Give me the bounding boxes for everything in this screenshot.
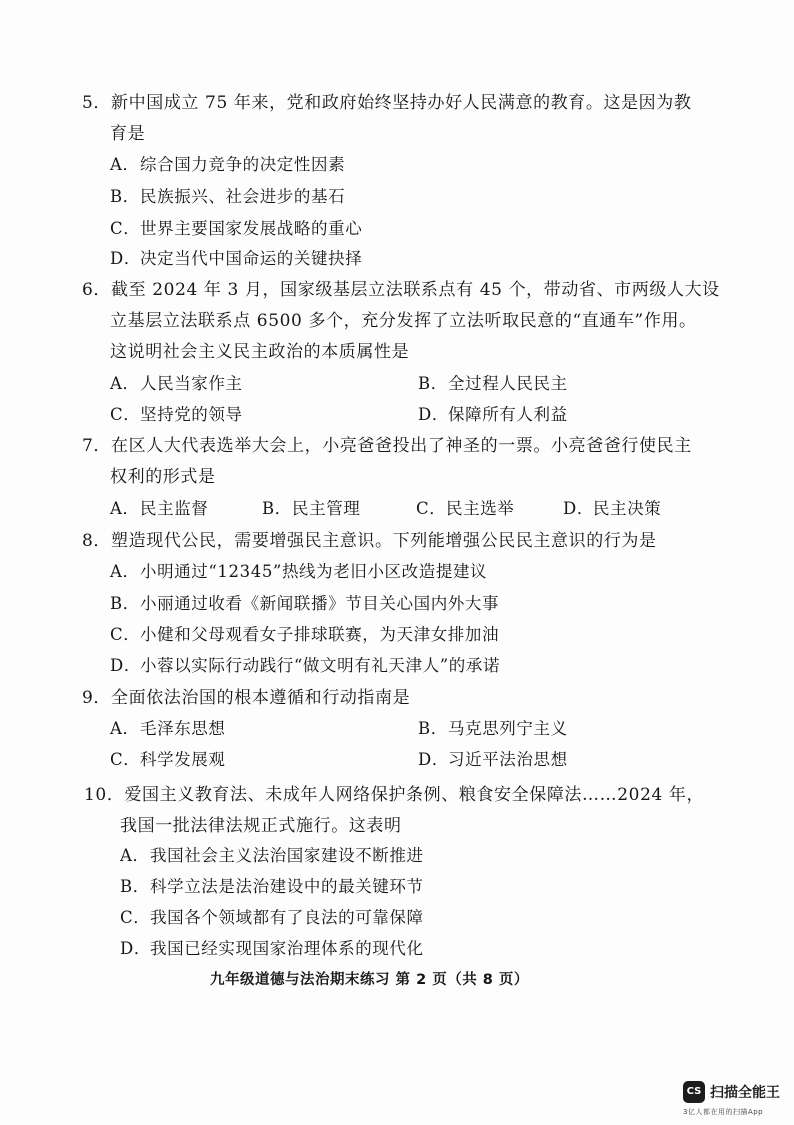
question-stem-line: 6．截至 2024 年 3 月，国家级基层立法联系点有 45 个，带动省、市两级人大设	[82, 275, 682, 306]
option-a: A．人民当家作主	[110, 374, 243, 393]
option-c: C．小健和父母观看女子排球联赛，为天津女排加油	[110, 625, 500, 644]
option-d: D．小蓉以实际行动践行“做文明有礼天津人”的承诺	[110, 656, 501, 675]
option-b: B．小丽通过收看《新闻联播》节目关心国内外大事	[110, 594, 500, 613]
watermark-name: 扫描全能王	[710, 1085, 780, 1101]
page-footer: 九年级道德与法治期末练习 第 2 页（共 8 页）	[210, 972, 529, 988]
option-c: C．科学发展观	[110, 750, 226, 769]
question-stem-line: 9．全面依法治国的根本遵循和行动指南是	[82, 683, 682, 714]
option-a: A．小明通过“12345”热线为老旧小区改造提建议	[110, 562, 488, 581]
question-number: 5．	[82, 93, 112, 113]
option-d: D．决定当代中国命运的关键抉择	[110, 249, 363, 268]
option-a: A．毛泽东思想	[110, 719, 226, 738]
scanner-watermark	[683, 1081, 793, 1121]
option-b: B．科学立法是法治建设中的最关键环节	[120, 877, 424, 896]
option-c: C．我国各个领域都有了良法的可靠保障	[120, 908, 424, 927]
watermark-tagline: 3亿人都在用的扫描App	[683, 1108, 764, 1116]
question-number: 9．	[82, 688, 112, 708]
question-number: 10．	[84, 785, 125, 805]
option-b: B．民主管理	[262, 499, 361, 518]
question-stem-line: 这说明社会主义民主政治的本质属性是	[110, 342, 410, 362]
question-stem-line: 权利的形式是	[110, 467, 216, 487]
question-8	[82, 526, 682, 557]
option-a: A．民主监督	[110, 499, 209, 518]
question-7	[82, 431, 692, 493]
question-10	[84, 780, 705, 842]
question-stem-line: 5．新中国成立 75 年来，党和政府始终坚持办好人民满意的教育。这是因为教	[82, 88, 682, 119]
question-number: 6．	[82, 280, 112, 300]
option-c: C．坚持党的领导	[110, 405, 243, 424]
question-6	[82, 275, 720, 368]
option-d: D．习近平法治思想	[418, 750, 568, 769]
question-9	[82, 683, 682, 714]
option-c: C．世界主要国家发展战略的重心	[110, 219, 363, 238]
option-a: A．我国社会主义法治国家建设不断推进	[120, 846, 424, 865]
question-5	[82, 88, 692, 150]
question-number: 8．	[82, 531, 112, 551]
option-b: B．民族振兴、社会进步的基石	[110, 187, 346, 206]
option-d: D．民主决策	[563, 499, 662, 518]
option-d: D．我国已经实现国家治理体系的现代化	[120, 939, 424, 958]
question-stem-line: 10．爱国主义教育法、未成年人网络保护条例、粮食安全保障法……2024 年，	[84, 780, 684, 811]
option-c: C．民主选举	[416, 499, 515, 518]
question-stem-line: 立基层立法联系点 6500 多个，充分发挥了立法听取民意的“直通车”作用。	[110, 311, 697, 331]
question-number: 7．	[82, 436, 112, 456]
question-stem-line: 8．塑造现代公民，需要增强民主意识。下列能增强公民民主意识的行为是	[82, 526, 682, 557]
question-stem-line: 我国一批法律法规正式施行。这表明	[120, 816, 402, 836]
option-a: A．综合国力竞争的决定性因素	[110, 155, 346, 174]
camscanner-logo-icon: CS	[683, 1081, 705, 1103]
question-stem-line: 7．在区人大代表选举大会上，小亮爸爸投出了神圣的一票。小亮爸爸行使民主	[82, 431, 682, 462]
question-stem-line: 育是	[110, 124, 146, 144]
option-b: B．全过程人民民主	[418, 374, 568, 393]
option-d: D．保障所有人利益	[418, 405, 568, 424]
option-b: B．马克思列宁主义	[418, 719, 568, 738]
